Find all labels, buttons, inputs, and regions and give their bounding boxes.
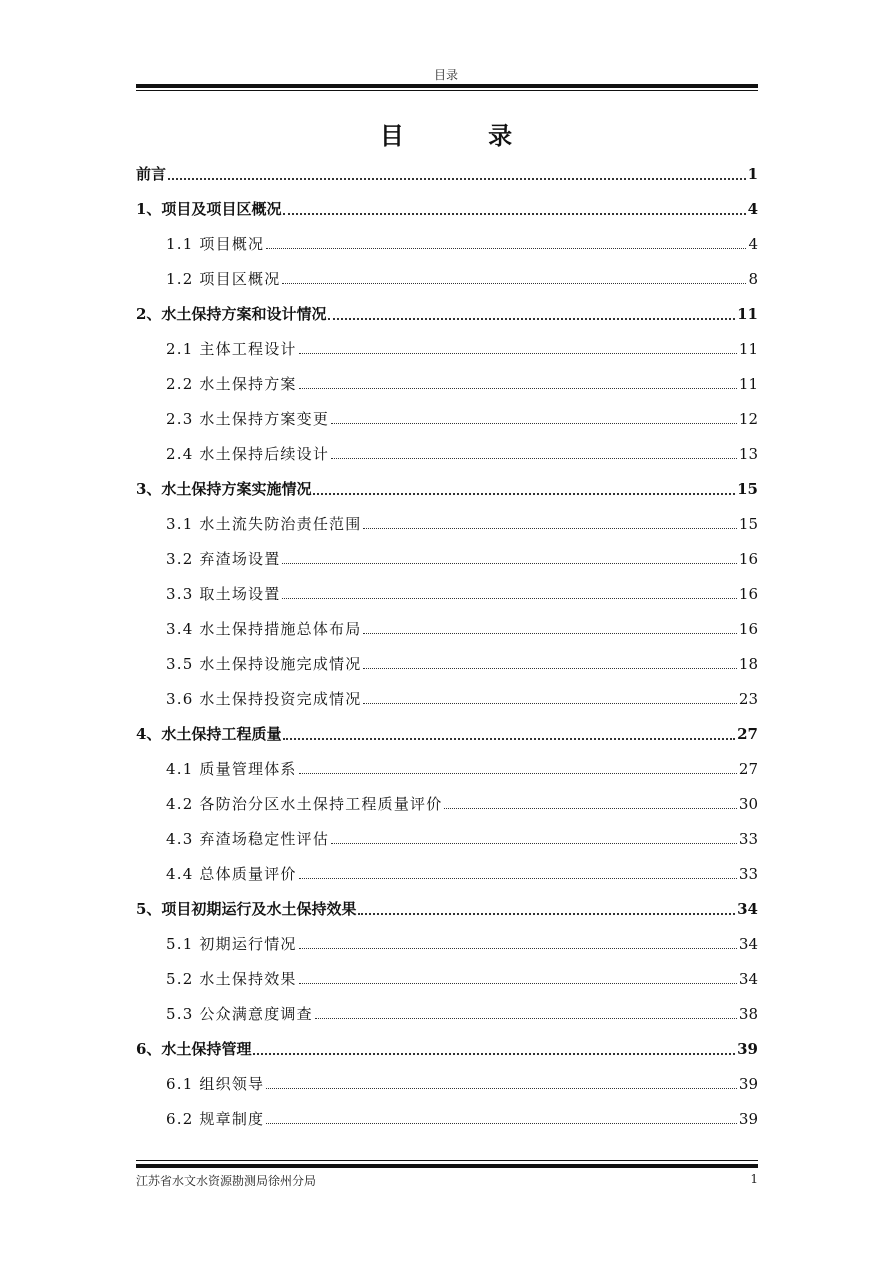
toc-leader-dots (282, 598, 736, 599)
toc-entry-label: 4.4 总体质量评价 (166, 865, 297, 883)
toc-leader-dots (444, 808, 736, 809)
toc-leader-dots (266, 1088, 737, 1089)
toc-entry-page: 27 (738, 759, 758, 778)
toc-entry-page: 34 (737, 899, 758, 918)
toc-leader-dots (266, 1123, 737, 1124)
toc-entry[interactable] (136, 506, 758, 541)
toc-entry-label: 1.1 项目概况 (166, 235, 265, 253)
toc-entry-label: 3.6 水土保持投资完成情况 (166, 690, 362, 708)
toc-entry-page: 12 (738, 409, 758, 428)
toc-leader-dots (331, 458, 737, 459)
toc-entry[interactable] (136, 401, 758, 436)
toc-entry-label: 2.4 水土保持后续设计 (166, 445, 330, 463)
toc-entry-page: 39 (737, 1039, 758, 1058)
toc-entry[interactable] (136, 471, 758, 506)
toc-entry-page: 1 (747, 164, 758, 183)
toc-leader-dots (299, 983, 737, 984)
toc-entry-label: 前言 (136, 165, 167, 183)
toc-entry[interactable] (136, 226, 758, 261)
toc-entry[interactable] (136, 576, 758, 611)
toc-entry-label: 4.3 弃渣场稳定性评估 (166, 830, 330, 848)
toc-entry[interactable] (136, 856, 758, 891)
toc-leader-dots (299, 878, 737, 879)
table-of-contents (136, 156, 758, 1136)
toc-entry-label: 4、水土保持工程质量 (136, 725, 282, 743)
toc-entry-label: 3.4 水土保持措施总体布局 (166, 620, 362, 638)
toc-entry-page: 34 (738, 969, 758, 988)
toc-entry-label: 2.3 水土保持方案变更 (166, 410, 330, 428)
toc-entry[interactable] (136, 366, 758, 401)
toc-entry-label: 3、水土保持方案实施情况 (136, 480, 312, 498)
toc-entry-page: 11 (738, 374, 758, 393)
toc-entry-page: 23 (738, 689, 758, 708)
toc-entry-page: 4 (748, 234, 758, 253)
toc-entry-page: 16 (738, 584, 758, 603)
toc-entry-label: 2、水土保持方案和设计情况 (136, 305, 327, 323)
footer-organization: 江苏省水文水资源勘测局徐州分局 (136, 1174, 317, 1188)
toc-leader-dots (331, 843, 737, 844)
toc-entry-label: 5.3 公众满意度调查 (166, 1005, 313, 1023)
toc-leader-dots (331, 423, 737, 424)
toc-entry[interactable] (136, 156, 758, 191)
toc-leader-dots (283, 213, 745, 215)
toc-entry[interactable] (136, 296, 758, 331)
toc-leader-dots (363, 633, 736, 634)
toc-entry[interactable] (136, 786, 758, 821)
toc-entry-page: 16 (738, 549, 758, 568)
toc-leader-dots (299, 353, 737, 354)
toc-entry-label: 3.1 水土流失防治责任范围 (166, 515, 362, 533)
toc-entry-label: 5.1 初期运行情况 (166, 935, 297, 953)
toc-entry[interactable] (136, 436, 758, 471)
toc-entry[interactable] (136, 261, 758, 296)
toc-entry-label: 4.1 质量管理体系 (166, 760, 297, 778)
running-header: 目录 (433, 68, 458, 82)
toc-entry[interactable] (136, 611, 758, 646)
toc-leader-dots (266, 248, 746, 249)
toc-entry[interactable] (136, 751, 758, 786)
toc-entry-page: 38 (738, 1004, 758, 1023)
toc-leader-dots (299, 388, 737, 389)
toc-leader-dots (313, 493, 735, 495)
toc-entry-label: 1、项目及项目区概况 (136, 200, 282, 218)
toc-entry-label: 3.3 取土场设置 (166, 585, 281, 603)
toc-leader-dots (253, 1053, 735, 1055)
toc-entry-page: 18 (738, 654, 758, 673)
toc-entry-label: 5、项目初期运行及水土保持效果 (136, 900, 357, 918)
toc-leader-dots (168, 178, 746, 180)
header-rule-thick (136, 84, 758, 88)
toc-entry-label: 2.1 主体工程设计 (166, 340, 297, 358)
footer-rule-thin (136, 1160, 758, 1161)
toc-entry-page: 8 (748, 269, 758, 288)
toc-entry-page: 4 (747, 199, 758, 218)
toc-entry-page: 27 (737, 724, 758, 743)
toc-leader-dots (363, 703, 736, 704)
toc-leader-dots (328, 318, 735, 320)
toc-entry-page: 15 (738, 514, 758, 533)
toc-entry-page: 16 (738, 619, 758, 638)
toc-entry[interactable] (136, 716, 758, 751)
toc-leader-dots (282, 563, 736, 564)
toc-entry[interactable] (136, 961, 758, 996)
page-title: 目 录 (379, 121, 551, 150)
toc-entry[interactable] (136, 646, 758, 681)
toc-entry[interactable] (136, 1031, 758, 1066)
toc-entry-label: 6.2 规章制度 (166, 1110, 265, 1128)
toc-entry[interactable] (136, 331, 758, 366)
toc-leader-dots (283, 738, 735, 740)
toc-leader-dots (315, 1018, 737, 1019)
toc-entry-page: 11 (738, 339, 758, 358)
toc-entry-page: 34 (738, 934, 758, 953)
toc-entry-label: 1.2 项目区概况 (166, 270, 281, 288)
header-rule-thin (136, 90, 758, 91)
toc-leader-dots (363, 528, 736, 529)
toc-entry[interactable] (136, 1066, 758, 1101)
toc-entry-page: 13 (738, 444, 758, 463)
toc-entry-page: 15 (737, 479, 758, 498)
toc-entry-label: 2.2 水土保持方案 (166, 375, 297, 393)
toc-entry-label: 5.2 水土保持效果 (166, 970, 297, 988)
toc-entry-page: 30 (738, 794, 758, 813)
toc-leader-dots (358, 913, 735, 915)
toc-entry-page: 39 (738, 1074, 758, 1093)
footer-rule-thick (136, 1164, 758, 1168)
toc-entry-page: 33 (738, 864, 758, 883)
toc-entry-label: 3.2 弃渣场设置 (166, 550, 281, 568)
toc-entry-page: 33 (738, 829, 758, 848)
toc-entry[interactable] (136, 191, 758, 226)
toc-leader-dots (282, 283, 746, 284)
toc-entry[interactable] (136, 681, 758, 716)
toc-leader-dots (299, 773, 737, 774)
toc-leader-dots (299, 948, 737, 949)
toc-entry-label: 6.1 组织领导 (166, 1075, 265, 1093)
toc-entry[interactable] (136, 926, 758, 961)
toc-entry-page: 11 (737, 304, 758, 323)
toc-entry-label: 3.5 水土保持设施完成情况 (166, 655, 362, 673)
footer-page-number: 1 (750, 1172, 758, 1186)
toc-entry[interactable] (136, 1101, 758, 1136)
toc-entry[interactable] (136, 821, 758, 856)
toc-entry[interactable] (136, 891, 758, 926)
toc-entry[interactable] (136, 541, 758, 576)
toc-entry-label: 4.2 各防治分区水土保持工程质量评价 (166, 795, 443, 813)
toc-leader-dots (363, 668, 736, 669)
toc-entry[interactable] (136, 996, 758, 1031)
toc-entry-page: 39 (738, 1109, 758, 1128)
toc-entry-label: 6、水土保持管理 (136, 1040, 252, 1058)
